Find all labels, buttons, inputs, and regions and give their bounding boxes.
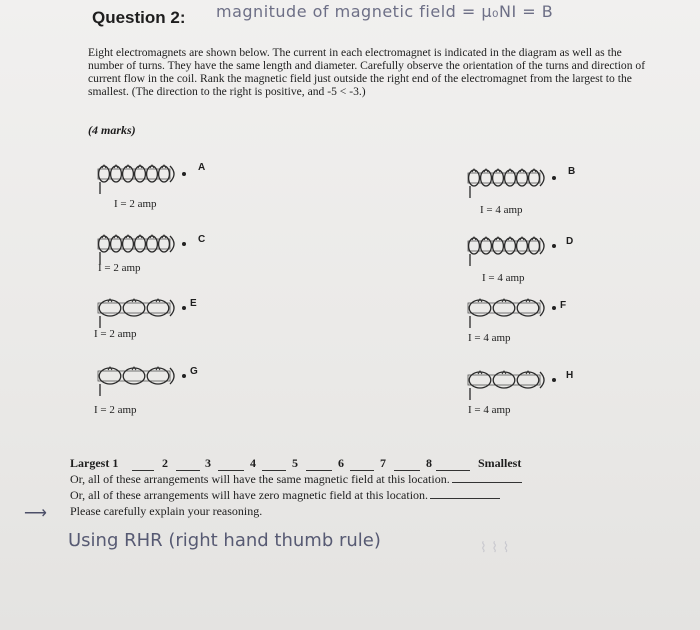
option-zero-field [70, 488, 500, 503]
coil-turn [529, 238, 540, 254]
coil-turn [469, 300, 491, 316]
coil-turn [135, 166, 146, 182]
coil-turn [517, 238, 528, 254]
coil-turn [147, 166, 158, 182]
current-label: I = 2 amp [94, 328, 137, 340]
blank-line [436, 470, 470, 471]
handwritten-formula-note: magnitude of magnetic field = μ₀NI = B [216, 2, 554, 21]
question-title: Question 2: [92, 8, 186, 27]
rank-4[interactable]: 4 [250, 456, 256, 470]
coil-turn [493, 300, 515, 316]
coil-diagram [462, 364, 552, 404]
coil-turn [147, 300, 169, 316]
rank-3[interactable]: 3 [205, 456, 211, 470]
rank-8[interactable]: 8 [426, 456, 432, 470]
coil-turn [123, 166, 134, 182]
coil-turn [123, 236, 134, 252]
rank-5[interactable]: 5 [292, 456, 298, 470]
largest-label: Largest 1 [70, 456, 119, 470]
rank-7[interactable]: 7 [380, 456, 386, 470]
blank-line [218, 470, 244, 471]
field-point-dot [552, 306, 556, 310]
field-point-dot [182, 172, 186, 176]
coil-turn [493, 170, 504, 186]
coil-turn [469, 238, 480, 254]
field-point-dot [552, 378, 556, 382]
current-label: I = 2 amp [98, 262, 141, 274]
electromagnet-label: E [190, 298, 197, 309]
coil-turn [517, 170, 528, 186]
coil-turn [481, 170, 492, 186]
current-label: I = 4 amp [482, 272, 525, 284]
coil-turn [481, 238, 492, 254]
field-point-dot [552, 244, 556, 248]
coil-turn [99, 300, 121, 316]
current-label: I = 4 amp [468, 332, 511, 344]
coil-turn [99, 236, 110, 252]
rank-2[interactable]: 2 [162, 456, 168, 470]
coil-turn [505, 170, 516, 186]
coil-turn [147, 236, 158, 252]
electromagnet-label: H [566, 370, 574, 381]
coil-turn [123, 300, 145, 316]
coil-turn [517, 300, 539, 316]
coil-turn [493, 238, 504, 254]
coil-turn [135, 236, 146, 252]
question-instructions: Eight electromagnets are shown below. The current in each electromagnet is indicated in the diagram as well as the number of turns. They have the same length and diameter. Carefully observe the orientation of the turns and direction of current flow in the coil. Rank the magnetic field just outside the right end of the electromagnet from the largest to the smallest. (The direction to the right is positive, and -5 < -3.) [88, 46, 646, 98]
electromagnet-label: A [198, 162, 206, 173]
smallest-label: Smallest [478, 456, 522, 470]
option-text: Or, all of these arrangements will have zero magnetic field at this location. [70, 488, 429, 502]
coil-turn [469, 170, 480, 186]
rank-6[interactable]: 6 [338, 456, 344, 470]
coil-turn [99, 368, 121, 384]
electromagnet-label: B [568, 166, 576, 177]
blank-line [306, 470, 332, 471]
marks-label: (4 marks) [88, 123, 136, 137]
blank-line [262, 470, 286, 471]
coil-turn [147, 368, 169, 384]
coil-diagram [462, 162, 552, 202]
current-label: I = 4 amp [480, 204, 523, 216]
option-same-field [70, 472, 522, 487]
coil-diagram [462, 230, 552, 270]
field-point-dot [182, 242, 186, 246]
coil-turn [159, 166, 170, 182]
field-point-dot [552, 176, 556, 180]
blank-line [350, 470, 374, 471]
electromagnet-label: G [190, 366, 198, 377]
electromagnet-label: C [198, 234, 206, 245]
coil-turn [529, 170, 540, 186]
field-point-dot [182, 306, 186, 310]
coil-diagram [92, 292, 182, 332]
blank-line [394, 470, 420, 471]
electromagnet-label: F [560, 300, 567, 311]
coil-turn [123, 368, 145, 384]
handwritten-arrow-icon: ⟶ [24, 505, 47, 522]
answer-blank[interactable] [452, 472, 522, 483]
current-label: I = 2 amp [114, 198, 157, 210]
current-label: I = 2 amp [94, 404, 137, 416]
coil-turn [517, 372, 539, 388]
coil-turn [99, 166, 110, 182]
answer-blank[interactable] [430, 488, 500, 499]
coil-diagram [92, 360, 182, 400]
coil-turn [469, 372, 491, 388]
field-point-dot [182, 374, 186, 378]
coil-turn [493, 372, 515, 388]
bleed-through-marks: ⌇ ⌇ ⌇ [480, 540, 510, 556]
current-label: I = 4 amp [468, 404, 511, 416]
blank-line [176, 470, 200, 471]
coil-turn [111, 166, 122, 182]
coil-diagram [462, 292, 552, 332]
explain-prompt: Please carefully explain your reasoning. [70, 504, 263, 518]
coil-turn [505, 238, 516, 254]
option-text: Or, all of these arrangements will have the same magnetic field at this location. [70, 472, 450, 486]
handwritten-answer: Using RHR (right hand thumb rule) [68, 530, 381, 551]
coil-turn [159, 236, 170, 252]
electromagnet-label: D [566, 236, 574, 247]
coil-turn [111, 236, 122, 252]
blank-line [132, 470, 154, 471]
coil-diagram [92, 158, 182, 198]
